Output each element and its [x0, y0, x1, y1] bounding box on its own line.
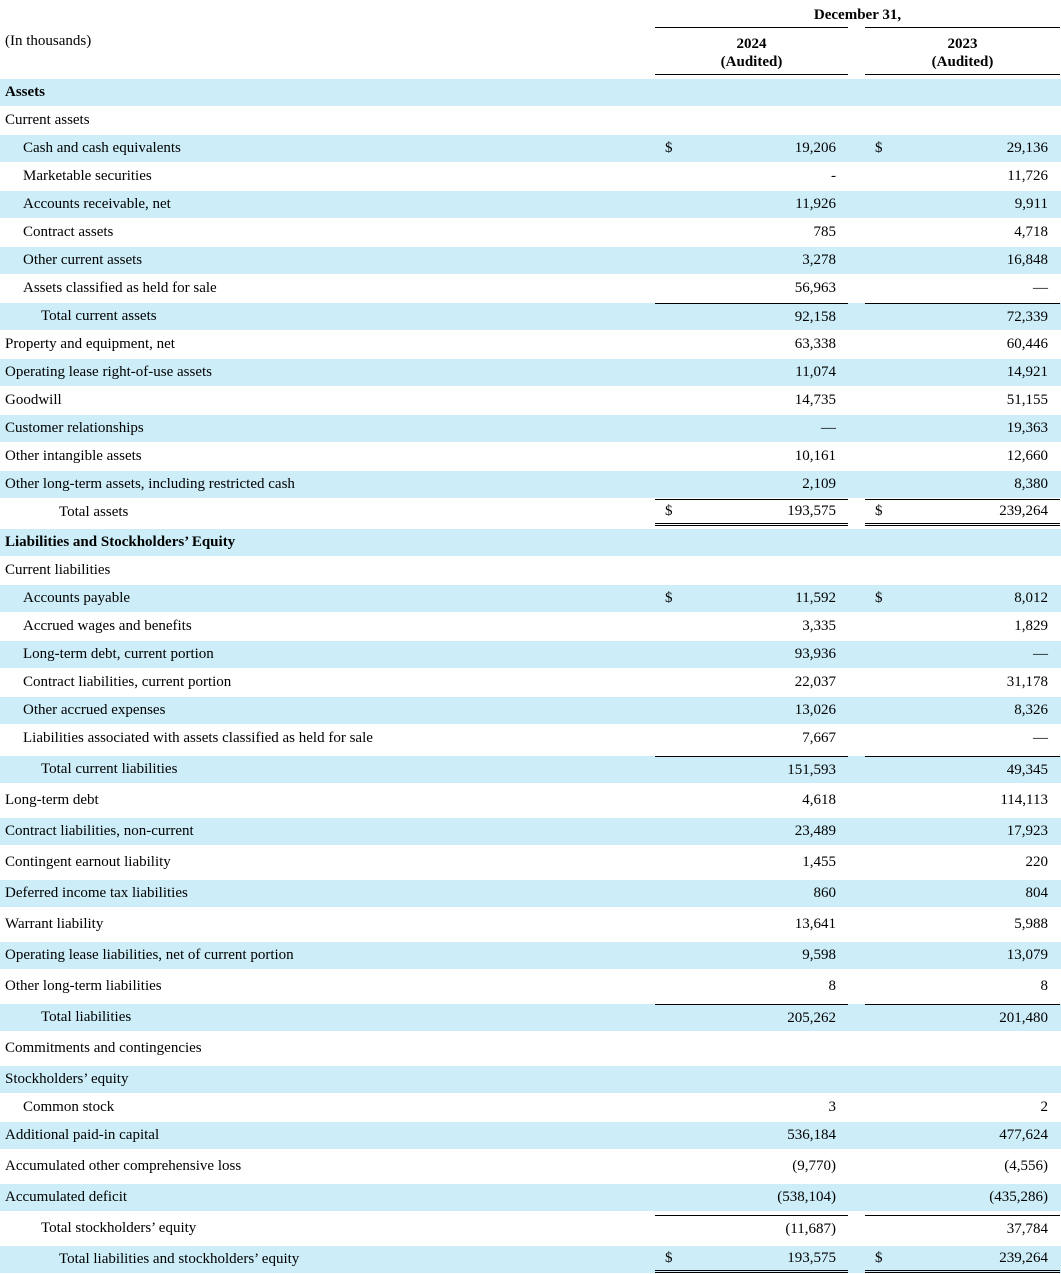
amount-2023: 16,848: [1006, 252, 1048, 268]
row-accrued-wages-and-benefits: [0, 613, 1061, 640]
amount-2023: 31,178: [1006, 674, 1048, 690]
amount-2024: 13,026: [794, 702, 836, 718]
row-label: Operating lease liabilities, net of current portion: [5, 947, 294, 963]
row-label: Long-term debt, current portion: [23, 646, 214, 662]
row-label: Liabilities associated with assets classified as held for sale: [23, 730, 373, 746]
value-cell-2024: [655, 641, 848, 668]
value-cell-2024: [655, 849, 848, 876]
amount-2024: 4,618: [802, 792, 836, 808]
value-cell-2024: [655, 275, 848, 302]
row-current-assets: [0, 107, 1061, 134]
amount-2024: 7,667: [802, 730, 836, 746]
value-cell-2024: [655, 135, 848, 162]
amount-2024: 23,489: [794, 823, 836, 839]
value-cell-2023: [865, 641, 1060, 668]
value-cell-2023: [865, 359, 1060, 386]
row-total-current-assets: [0, 303, 1061, 330]
row-label: Accumulated other comprehensive loss: [5, 1158, 242, 1174]
row-label: Cash and cash equivalents: [23, 140, 181, 156]
amount-2023: 12,660: [1006, 448, 1048, 464]
value-cell-2023: [865, 331, 1060, 358]
value-cell-2023: [865, 911, 1060, 938]
amount-2023: —: [1033, 280, 1048, 296]
value-cell-2023: [865, 756, 1060, 783]
row-total-stockholders-equity: [0, 1215, 1061, 1242]
amount-2023: 11,726: [1007, 168, 1048, 184]
row-label: Long-term debt: [5, 792, 99, 808]
row-label: Customer relationships: [5, 420, 144, 436]
row-label: Liabilities and Stockholders’ Equity: [5, 534, 236, 550]
value-cell-2024: [655, 818, 848, 845]
row-other-intangible-assets: [0, 443, 1061, 470]
row-marketable-securities: [0, 163, 1061, 190]
value-cell-2024: [655, 973, 848, 1000]
row-label: Assets: [5, 84, 45, 100]
amount-2024: 151,593: [787, 761, 836, 778]
row-additional-paid-in-capital: [0, 1122, 1061, 1149]
row-label: Other intangible assets: [5, 448, 142, 464]
value-cell-2023: [865, 1094, 1060, 1121]
dollar-sign: $: [665, 590, 673, 606]
value-cell-2023: [865, 849, 1060, 876]
row-long-term-debt: [0, 787, 1061, 814]
value-cell-2024: [655, 471, 848, 498]
row-long-term-debt-current-portion: [0, 641, 1061, 668]
row-total-liabilities-and-stockholders-equity: [0, 1246, 1061, 1273]
value-cell-2023: [865, 880, 1060, 907]
value-cell-2024: [655, 880, 848, 907]
column-status: (Audited): [931, 54, 994, 70]
amount-2023: 201,480: [999, 1009, 1048, 1026]
amount-2023: 14,921: [1006, 364, 1048, 380]
amount-2024: 205,262: [787, 1009, 836, 1026]
row-label: Commitments and contingencies: [5, 1040, 202, 1056]
row-property-and-equipment-net: [0, 331, 1061, 358]
row-label: Additional paid-in capital: [5, 1127, 160, 1143]
row-label: Property and equipment, net: [5, 336, 175, 352]
row-label: Common stock: [23, 1099, 115, 1115]
row-label: Warrant liability: [5, 916, 104, 932]
row-warrant-liability: [0, 911, 1061, 938]
column-header-2023: [865, 27, 1060, 75]
amount-2023: 1,829: [1014, 618, 1048, 634]
amount-2024: 56,963: [794, 280, 836, 296]
row-contract-liabilities-current-portion: [0, 669, 1061, 696]
column-status: (Audited): [720, 54, 783, 70]
value-cell-2024: [655, 725, 848, 752]
amount-2024: (538,104): [777, 1189, 836, 1205]
amount-2024: 11,592: [795, 590, 836, 606]
value-cell-2023: [865, 247, 1060, 274]
row-label: Accrued wages and benefits: [23, 618, 192, 634]
value-cell-2024: [655, 191, 848, 218]
value-cell-2024: [655, 1122, 848, 1149]
value-cell-2023: [865, 973, 1060, 1000]
value-cell-2024: [655, 219, 848, 246]
amount-2024: (9,770): [792, 1158, 836, 1174]
value-cell-2024: [655, 247, 848, 274]
value-cell-2024: [655, 669, 848, 696]
amount-2024: 11,926: [795, 196, 836, 212]
value-cell-2023: [865, 1184, 1060, 1211]
amount-2023: 239,264: [999, 1249, 1048, 1266]
dollar-sign: $: [665, 503, 673, 519]
value-cell-2024: [655, 1184, 848, 1211]
value-cell-2023: [865, 415, 1060, 442]
value-cell-2024: [655, 1215, 848, 1242]
amount-2023: —: [1033, 730, 1048, 746]
amount-2023: —: [1033, 646, 1048, 662]
dollar-sign: $: [665, 1249, 673, 1266]
row-label: Contract assets: [23, 224, 114, 240]
row-label: Other current assets: [23, 252, 143, 268]
amount-2024: 193,575: [787, 503, 836, 519]
amount-2024: 536,184: [787, 1127, 836, 1143]
row-label: Total current liabilities: [41, 761, 178, 777]
row-label: Contract liabilities, current portion: [23, 674, 232, 690]
amount-2023: 220: [1025, 854, 1048, 870]
row-label: Assets classified as held for sale: [23, 280, 217, 296]
amount-2024: 1,455: [802, 854, 836, 870]
amount-2024: 193,575: [787, 1249, 836, 1266]
row-commitments-and-contingencies: [0, 1035, 1061, 1062]
amount-2024: 22,037: [794, 674, 836, 690]
amount-2024: 785: [813, 224, 836, 240]
row-liabilities-associated-with-assets-classified-as-held-for-sale: [0, 725, 1061, 752]
value-cell-2024: [655, 911, 848, 938]
amount-2024: 10,161: [794, 448, 836, 464]
row-label: Accumulated deficit: [5, 1189, 128, 1205]
amount-2024: 11,074: [795, 364, 836, 380]
value-cell-2024: [655, 613, 848, 640]
row-operating-lease-right-of-use-assets: [0, 359, 1061, 386]
amount-2023: 13,079: [1006, 947, 1048, 963]
amount-2024: 13,641: [794, 916, 836, 932]
row-label: Deferred income tax liabilities: [5, 885, 188, 901]
unit-note: (In thousands): [5, 33, 92, 49]
row-label: Accounts receivable, net: [23, 196, 171, 212]
value-cell-2023: [865, 1246, 1060, 1273]
row-total-current-liabilities: [0, 756, 1061, 783]
value-cell-2024: [655, 499, 848, 526]
value-cell-2024: [655, 1094, 848, 1121]
amount-2024: 93,936: [794, 646, 836, 662]
row-assets-classified-as-held-for-sale: [0, 275, 1061, 302]
amount-2023: 2: [1040, 1099, 1048, 1115]
row-other-accrued-expenses: [0, 697, 1061, 724]
amount-2024: (11,687): [785, 1220, 836, 1237]
value-cell-2023: [865, 471, 1060, 498]
row-total-liabilities: [0, 1004, 1061, 1031]
row-contingent-earnout-liability: [0, 849, 1061, 876]
value-cell-2024: [655, 1004, 848, 1031]
amount-2024: 3: [828, 1099, 836, 1115]
row-label: Current liabilities: [5, 562, 111, 578]
value-cell-2024: [655, 163, 848, 190]
row-contract-liabilities-non-current: [0, 818, 1061, 845]
value-cell-2023: [865, 669, 1060, 696]
row-other-current-assets: [0, 247, 1061, 274]
amount-2024: 2,109: [802, 476, 836, 492]
amount-2024: 19,206: [794, 140, 836, 156]
row-label: Contingent earnout liability: [5, 854, 171, 870]
dollar-sign: $: [875, 503, 883, 519]
amount-2023: 9,911: [1014, 196, 1048, 212]
row-total-assets: [0, 499, 1061, 526]
row-label: Total current assets: [41, 308, 157, 324]
amount-2023: 8,012: [1014, 590, 1048, 606]
amount-2023: (435,286): [989, 1189, 1048, 1205]
amount-2023: 49,345: [1006, 761, 1048, 778]
value-cell-2023: [865, 1122, 1060, 1149]
row-assets: [0, 79, 1061, 106]
column-year: 2023: [947, 36, 978, 52]
amount-2023: 29,136: [1006, 140, 1048, 156]
row-label: Goodwill: [5, 392, 62, 408]
row-label: Contract liabilities, non-current: [5, 823, 194, 839]
row-deferred-income-tax-liabilities: [0, 880, 1061, 907]
row-operating-lease-liabilities-net-of-current-portion: [0, 942, 1061, 969]
amount-2023: 51,155: [1006, 392, 1048, 408]
value-cell-2023: [865, 275, 1060, 302]
value-cell-2024: [655, 331, 848, 358]
row-current-liabilities: [0, 557, 1061, 584]
value-cell-2023: [865, 387, 1060, 414]
value-cell-2024: [655, 942, 848, 969]
row-label: Other accrued expenses: [23, 702, 166, 718]
value-cell-2023: [865, 697, 1060, 724]
value-cell-2023: [865, 585, 1060, 612]
row-label: Total stockholders’ equity: [41, 1220, 197, 1236]
amount-2023: 4,718: [1014, 224, 1048, 240]
amount-2023: (4,556): [1004, 1158, 1048, 1174]
amount-2023: 19,363: [1006, 420, 1048, 436]
amount-2023: 17,923: [1006, 823, 1048, 839]
value-cell-2024: [655, 359, 848, 386]
value-cell-2023: [865, 725, 1060, 752]
value-cell-2023: [865, 1004, 1060, 1031]
value-cell-2024: [655, 387, 848, 414]
amount-2023: 114,113: [1000, 792, 1048, 808]
row-common-stock: [0, 1094, 1061, 1121]
row-goodwill: [0, 387, 1061, 414]
value-cell-2023: [865, 191, 1060, 218]
value-cell-2023: [865, 135, 1060, 162]
row-cash-and-cash-equivalents: [0, 135, 1061, 162]
row-label: Stockholders’ equity: [5, 1071, 129, 1087]
row-accumulated-deficit: [0, 1184, 1061, 1211]
dollar-sign: $: [665, 140, 673, 156]
value-cell-2023: [865, 1215, 1060, 1242]
row-label: Other long-term liabilities: [5, 978, 162, 994]
value-cell-2023: [865, 787, 1060, 814]
dollar-sign: $: [875, 590, 883, 606]
amount-2023: 8,380: [1014, 476, 1048, 492]
value-cell-2023: [865, 219, 1060, 246]
amount-2023: 8,326: [1014, 702, 1048, 718]
value-cell-2023: [865, 942, 1060, 969]
dollar-sign: $: [875, 140, 883, 156]
amount-2024: 9,598: [802, 947, 836, 963]
value-cell-2023: [865, 1153, 1060, 1180]
row-label: Current assets: [5, 112, 90, 128]
amount-2024: 92,158: [794, 308, 836, 325]
value-cell-2023: [865, 499, 1060, 526]
amount-2023: 72,339: [1006, 308, 1048, 325]
row-label: Marketable securities: [23, 168, 152, 184]
value-cell-2024: [655, 1246, 848, 1273]
row-accumulated-other-comprehensive-loss: [0, 1153, 1061, 1180]
amount-2024: -: [831, 168, 836, 184]
row-stockholders-equity: [0, 1066, 1061, 1093]
row-label: Total liabilities: [41, 1009, 132, 1025]
amount-2024: 3,278: [802, 252, 836, 268]
value-cell-2023: [865, 443, 1060, 470]
value-cell-2024: [655, 787, 848, 814]
amount-2023: 5,988: [1014, 916, 1048, 932]
value-cell-2024: [655, 1153, 848, 1180]
column-year: 2024: [736, 36, 767, 52]
row-label: Total liabilities and stockholders’ equity: [59, 1251, 300, 1267]
dollar-sign: $: [875, 1249, 883, 1266]
amount-2023: 477,624: [999, 1127, 1048, 1143]
row-other-long-term-liabilities: [0, 973, 1061, 1000]
amount-2024: —: [821, 420, 836, 436]
amount-2024: 8: [828, 978, 836, 994]
value-cell-2023: [865, 818, 1060, 845]
value-cell-2024: [655, 756, 848, 783]
amount-2023: 804: [1025, 885, 1048, 901]
period-header: December 31,: [813, 7, 902, 23]
amount-2024: 63,338: [794, 336, 836, 352]
amount-2023: 37,784: [1006, 1220, 1048, 1237]
row-label: Other long-term assets, including restricted cash: [5, 476, 295, 492]
amount-2024: 3,335: [802, 618, 836, 634]
amount-2024: 14,735: [794, 392, 836, 408]
amount-2023: 60,446: [1006, 336, 1048, 352]
row-label: Operating lease right-of-use assets: [5, 364, 213, 380]
amount-2023: 8: [1040, 978, 1048, 994]
amount-2024: 860: [813, 885, 836, 901]
row-customer-relationships: [0, 415, 1061, 442]
row-label: Total assets: [59, 504, 129, 520]
value-cell-2024: [655, 303, 848, 330]
row-liabilities-and-stockholders-equity: [0, 529, 1061, 556]
row-other-long-term-assets-including-restricted-cash: [0, 471, 1061, 498]
row-label: Accounts payable: [23, 590, 131, 606]
row-accounts-payable: [0, 585, 1061, 612]
value-cell-2024: [655, 415, 848, 442]
value-cell-2024: [655, 443, 848, 470]
row-contract-assets: [0, 219, 1061, 246]
column-header-2024: [655, 27, 848, 75]
value-cell-2023: [865, 163, 1060, 190]
value-cell-2024: [655, 697, 848, 724]
row-accounts-receivable-net: [0, 191, 1061, 218]
value-cell-2023: [865, 613, 1060, 640]
value-cell-2023: [865, 303, 1060, 330]
amount-2023: 239,264: [999, 503, 1048, 519]
value-cell-2024: [655, 585, 848, 612]
